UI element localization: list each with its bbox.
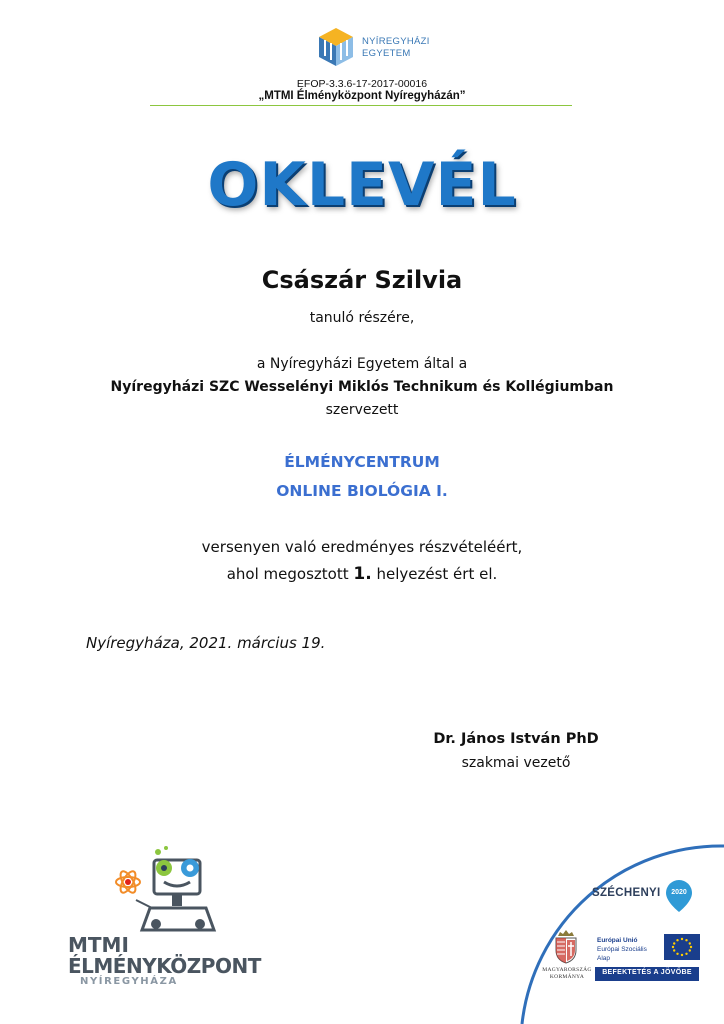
szechenyi-2020-badge-icon xyxy=(666,880,692,912)
university-logo-icon xyxy=(315,26,357,68)
project-code: EFOP-3.3.6-17-2017-00016 xyxy=(296,78,428,90)
eu-label-line1: Európai Unió xyxy=(597,937,638,944)
eu-label-line2: Európai Szociális xyxy=(597,946,647,953)
szechenyi-label: SZÉCHENYI xyxy=(592,887,661,899)
government-label-line1: MAGYARORSZÁG xyxy=(542,967,592,973)
university-name-line2: EGYETEM xyxy=(362,48,411,59)
certificate-title: OKLEVÉL xyxy=(207,150,517,220)
signer-title: szakmai vezető xyxy=(461,755,571,771)
government-label-line2: KORMÁNYA xyxy=(549,974,585,980)
university-name-line1: NYÍREGYHÁZI xyxy=(362,36,430,47)
invest-banner-text: BEFEKTETÉS A JÖVŐBE xyxy=(602,969,692,976)
atom-icon xyxy=(116,869,140,895)
school-name: Nyíregyházi SZC Wesselényi Miklós Technikum és Kollégiumban xyxy=(110,379,614,395)
signer-name: Dr. János István PhD xyxy=(433,731,599,747)
university-name xyxy=(362,36,430,60)
organized-text: szervezett xyxy=(325,402,399,418)
recipient-name: Császár Szilvia xyxy=(261,266,463,294)
mtmi-robot-logo-icon xyxy=(66,838,236,938)
recipient-role: tanuló részére, xyxy=(309,310,415,326)
result-suffix: helyezést ért el. xyxy=(376,565,498,583)
szechenyi-arc-icon xyxy=(520,838,724,1024)
header-divider xyxy=(150,105,572,106)
placement: 1. xyxy=(353,564,372,584)
mtmi-logo-line2: ÉLMÉNYKÖZPONT xyxy=(68,954,261,978)
result-text-line1: versenyen való eredményes részvételéért, xyxy=(201,538,523,556)
result-prefix: ahol megosztott xyxy=(226,565,349,583)
eu-label-line3: Alap xyxy=(597,955,611,962)
szechenyi-year: 2020 xyxy=(671,889,687,896)
organizer-intro: a Nyíregyházi Egyetem által a xyxy=(256,356,468,372)
coat-of-arms-icon xyxy=(553,930,579,964)
mtmi-logo-line1: MTMI xyxy=(68,933,129,957)
event-name-line1: ÉLMÉNYCENTRUM xyxy=(284,453,440,471)
eu-flag-icon xyxy=(664,934,700,960)
project-name: „MTMI Élményközpont Nyíregyházán” xyxy=(258,90,466,102)
issue-date: Nyíregyháza, 2021. március 19. xyxy=(86,634,326,652)
result-text-line2 xyxy=(0,564,724,584)
event-name-line2: ONLINE BIOLÓGIA I. xyxy=(276,482,448,500)
mtmi-logo-line3: NYÍREGYHÁZA xyxy=(80,976,178,987)
